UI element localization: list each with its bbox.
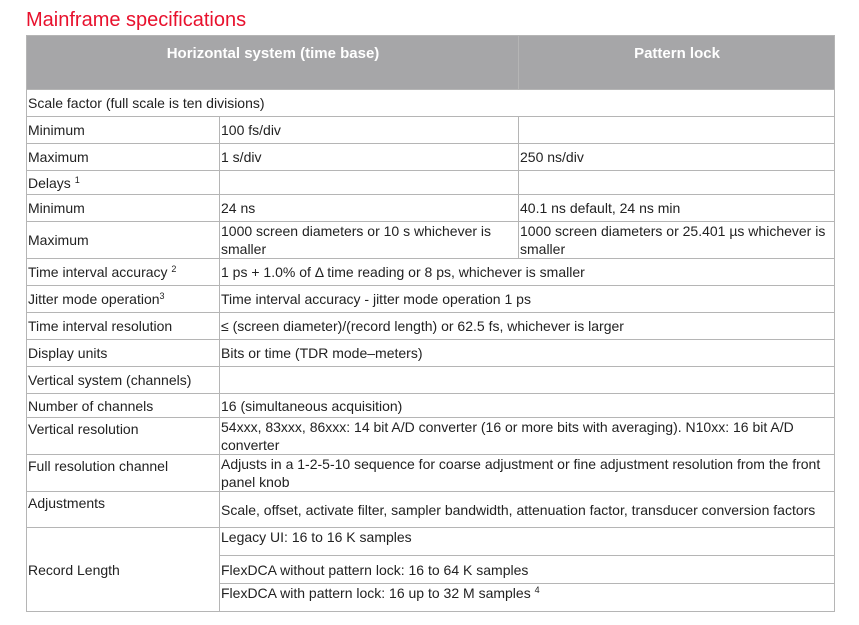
- table-row: [27, 195, 835, 222]
- cell-empty: [220, 367, 835, 394]
- cell-full-resolution-channel: Adjusts in a 1-2-5-10 sequence for coarse adjustment or fine adjustment resolution from the front panel knob: [220, 455, 835, 492]
- cell-adjustments: Scale, offset, activate filter, sampler bandwidth, attenuation factor, transducer conversion factors: [220, 492, 835, 528]
- row-label-sf-maximum: Maximum: [27, 144, 220, 171]
- table-row: [27, 90, 835, 117]
- record-length-pattern-lock-text: FlexDCA with pattern lock: 16 up to 32 M samples: [221, 585, 531, 601]
- header-row: [27, 36, 835, 90]
- row-label-delay-minimum: Minimum: [27, 195, 220, 222]
- table-row: [27, 492, 835, 528]
- row-label-jitter-mode: [27, 286, 220, 313]
- row-label-adjustments: Adjustments: [27, 492, 220, 528]
- cell-record-length-no-pattern-lock: FlexDCA without pattern lock: 16 to 64 K samples: [220, 556, 835, 584]
- cell-sf-min-pattern: [519, 117, 835, 144]
- cell-delay-min-pattern: 40.1 ns default, 24 ns min: [519, 195, 835, 222]
- cell-sf-min-timebase: 100 fs/div: [220, 117, 519, 144]
- spec-table: [26, 35, 835, 612]
- row-label-delays: [27, 171, 220, 195]
- table-row: [27, 340, 835, 367]
- cell-delay-max-timebase: 1000 screen diameters or 10 s whichever is smaller: [220, 222, 519, 259]
- table-row: [27, 455, 835, 492]
- cell-record-length-pattern-lock: [220, 584, 835, 612]
- cell-delay-min-timebase: 24 ns: [220, 195, 519, 222]
- row-label-number-of-channels: Number of channels: [27, 394, 220, 418]
- row-label-vertical-resolution: Vertical resolution: [27, 418, 220, 455]
- cell-sf-max-pattern: 250 ns/div: [519, 144, 835, 171]
- table-row: [27, 528, 835, 556]
- cell-jitter-mode: Time interval accuracy - jitter mode operation 1 ps: [220, 286, 835, 313]
- row-label-full-resolution-channel: Full resolution channel: [27, 455, 220, 492]
- table-row: [27, 117, 835, 144]
- row-label-record-length: Record Length: [27, 528, 220, 612]
- table-row: [27, 367, 835, 394]
- cell-time-interval-resolution: ≤ (screen diameter)/(record length) or 62.5 fs, whichever is larger: [220, 313, 835, 340]
- row-label-time-interval-accuracy: [27, 259, 220, 286]
- footnote-marker: 4: [534, 585, 540, 595]
- table-row: [27, 259, 835, 286]
- header-horizontal-system: Horizontal system (time base): [27, 36, 519, 90]
- cell-record-length-legacy: Legacy UI: 16 to 16 K samples: [220, 528, 835, 556]
- header-pattern-lock: Pattern lock: [519, 36, 835, 90]
- row-label-scale-factor: Scale factor (full scale is ten divisions): [27, 90, 835, 117]
- page-title: Mainframe specifications: [26, 9, 247, 31]
- row-label-vertical-system: Vertical system (channels): [27, 367, 220, 394]
- table-row: [27, 222, 835, 259]
- footnote-marker: 3: [159, 291, 165, 301]
- cell-display-units: Bits or time (TDR mode–meters): [220, 340, 835, 367]
- jitter-label: Jitter mode operation: [28, 291, 160, 307]
- cell-vertical-resolution: 54xxx, 83xxx, 86xxx: 14 bit A/D converter (16 or more bits with averaging). N10xx: 16 bit A/D converter: [220, 418, 835, 455]
- cell-time-interval-accuracy: 1 ps + 1.0% of Δ time reading or 8 ps, whichever is smaller: [220, 259, 835, 286]
- table-row: [27, 394, 835, 418]
- cell-sf-max-timebase: 1 s/div: [220, 144, 519, 171]
- row-label-delay-maximum: Maximum: [27, 222, 220, 259]
- cell-delay-max-pattern: 1000 screen diameters or 25.401 µs whichever is smaller: [519, 222, 835, 259]
- footnote-marker: 2: [171, 264, 177, 274]
- cell-number-of-channels: 16 (simultaneous acquisition): [220, 394, 835, 418]
- delays-label: Delays: [28, 174, 71, 191]
- table-row: [27, 418, 835, 455]
- cell-empty: [220, 171, 519, 195]
- row-label-sf-minimum: Minimum: [27, 117, 220, 144]
- table-row: [27, 171, 835, 195]
- row-label-time-interval-resolution: Time interval resolution: [27, 313, 220, 340]
- table-row: [27, 286, 835, 313]
- table-row: [27, 313, 835, 340]
- row-label-display-units: Display units: [27, 340, 220, 367]
- table-row: [27, 144, 835, 171]
- tia-label: Time interval accuracy: [28, 264, 168, 280]
- footnote-marker: 1: [74, 174, 80, 185]
- cell-empty: [519, 171, 835, 195]
